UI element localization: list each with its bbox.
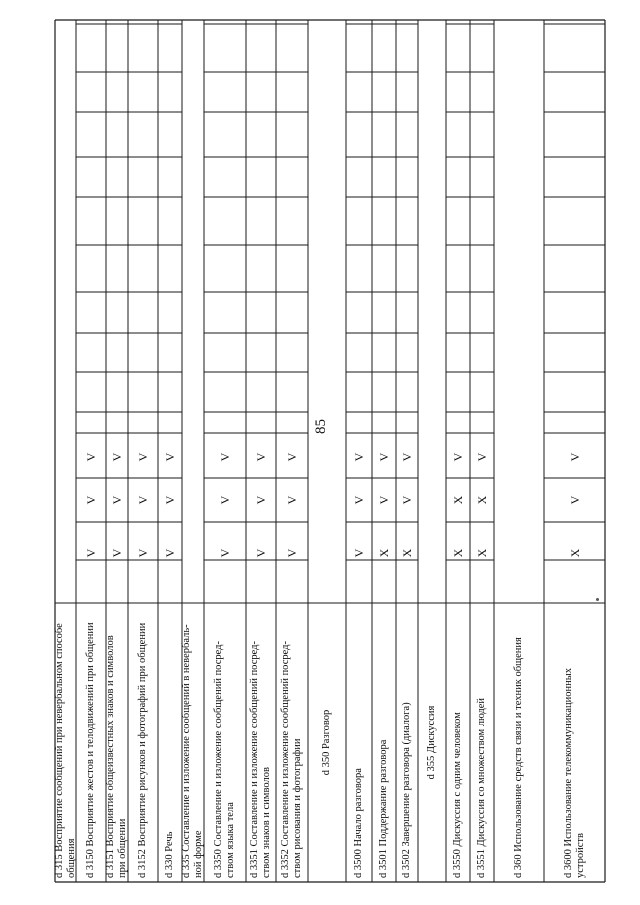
cross-mark: X — [400, 548, 414, 558]
cross-mark: X — [451, 548, 465, 558]
check-mark: V — [285, 548, 299, 558]
check-mark: V — [254, 548, 268, 558]
check-mark: V — [567, 452, 582, 462]
row-label-line: d 350 Разговор — [321, 709, 332, 776]
page-number: 85 — [313, 419, 329, 434]
check-mark: V — [84, 548, 98, 558]
row-label-line: ством языка тела — [225, 802, 236, 878]
check-mark: V — [567, 495, 582, 505]
check-mark: V — [218, 495, 232, 505]
row-label-line: d 3500 Начало разговора — [353, 768, 364, 878]
table-row-label — [137, 607, 149, 878]
row-label-line: d 315 Восприятие сообщений при невербальном способе — [53, 623, 65, 878]
section-heading — [321, 607, 333, 878]
check-mark: V — [136, 495, 150, 505]
row-label-line: d 330 Речь — [164, 831, 175, 878]
check-mark: V — [352, 452, 366, 462]
row-label-line: d 3150 Восприятие жестов и телодвижений при общении — [85, 622, 96, 878]
check-mark: V — [218, 548, 232, 558]
row-label-line: d 3502 Завершение разговора (диалога) — [401, 702, 412, 878]
check-mark: V — [110, 452, 124, 462]
check-mark: V — [163, 548, 177, 558]
section-heading — [513, 607, 525, 878]
table-row-label — [164, 607, 176, 878]
check-mark: V — [218, 452, 232, 462]
row-label-line: d 3352 Составление и изложение сообщений посред- — [280, 641, 291, 878]
check-mark: V — [352, 495, 366, 505]
table-row-label — [85, 607, 97, 878]
check-mark: V — [163, 452, 177, 462]
table-row-label — [476, 607, 488, 878]
table-row-label — [105, 607, 129, 878]
check-mark: V — [163, 495, 177, 505]
row-label-line: d 3501 Поддержание разговора — [378, 739, 389, 878]
table-row-label — [563, 607, 587, 878]
cross-mark: X — [451, 495, 465, 505]
cross-mark: X — [567, 548, 582, 558]
scan-artifact — [596, 598, 599, 601]
row-label-line: ством рисования и фотографии — [292, 738, 303, 878]
table-row-label — [378, 607, 390, 878]
table-row-label — [213, 607, 237, 878]
check-mark: V — [285, 495, 299, 505]
row-label-line: ством знаков и символов — [261, 767, 272, 878]
check-mark: V — [400, 452, 414, 462]
check-mark: V — [451, 452, 465, 462]
check-mark: V — [475, 452, 489, 462]
check-mark: V — [254, 452, 268, 462]
check-mark: V — [136, 452, 150, 462]
section-heading — [181, 607, 205, 878]
check-mark: V — [84, 495, 98, 505]
cross-mark: X — [475, 495, 489, 505]
row-label-line: d 335 Составление и изложение сообщений в невербаль- — [181, 624, 192, 878]
section-heading — [54, 607, 78, 878]
section-heading — [426, 607, 438, 878]
row-label-line: d 3550 Дискуссия с одним человеком — [452, 712, 463, 878]
check-mark: V — [84, 452, 98, 462]
cross-mark: X — [475, 548, 489, 558]
check-mark: V — [110, 548, 124, 558]
row-label-line: d 355 Дискуссия — [426, 705, 437, 780]
row-label-line: d 3351 Составление и изложение сообщений посред- — [249, 641, 260, 878]
check-mark: V — [136, 548, 150, 558]
table-row-label — [249, 607, 273, 878]
table-row-label — [401, 607, 413, 878]
row-label-line: d 3152 Восприятие рисунков и фотографий при общении — [137, 622, 148, 878]
row-label-line: d 3600 Использование телекоммуникационных — [562, 667, 574, 878]
row-label-line: устройств — [574, 833, 586, 878]
check-mark: V — [377, 495, 391, 505]
row-label-line: d 360 Использование средств связи и техник общения — [513, 637, 524, 878]
check-mark: V — [377, 452, 391, 462]
table-row-label — [353, 607, 365, 878]
check-mark: V — [254, 495, 268, 505]
row-label-line: ной форме — [193, 830, 204, 878]
row-label-line: d 3350 Составление и изложение сообщений посред- — [213, 641, 224, 878]
row-label-line: d 3551 Дискуссия со множеством людей — [476, 698, 487, 878]
row-label-line: d 3151 Восприятие общеизвестных знаков и символов — [105, 635, 116, 878]
row-label-line: общения — [65, 838, 77, 878]
table-row-label — [452, 607, 464, 878]
table-row-label — [280, 607, 304, 878]
check-mark: V — [285, 452, 299, 462]
cross-mark: X — [377, 548, 391, 558]
check-mark: V — [400, 495, 414, 505]
row-label-line: при общении — [117, 818, 128, 878]
check-mark: V — [352, 548, 366, 558]
check-mark: V — [110, 495, 124, 505]
